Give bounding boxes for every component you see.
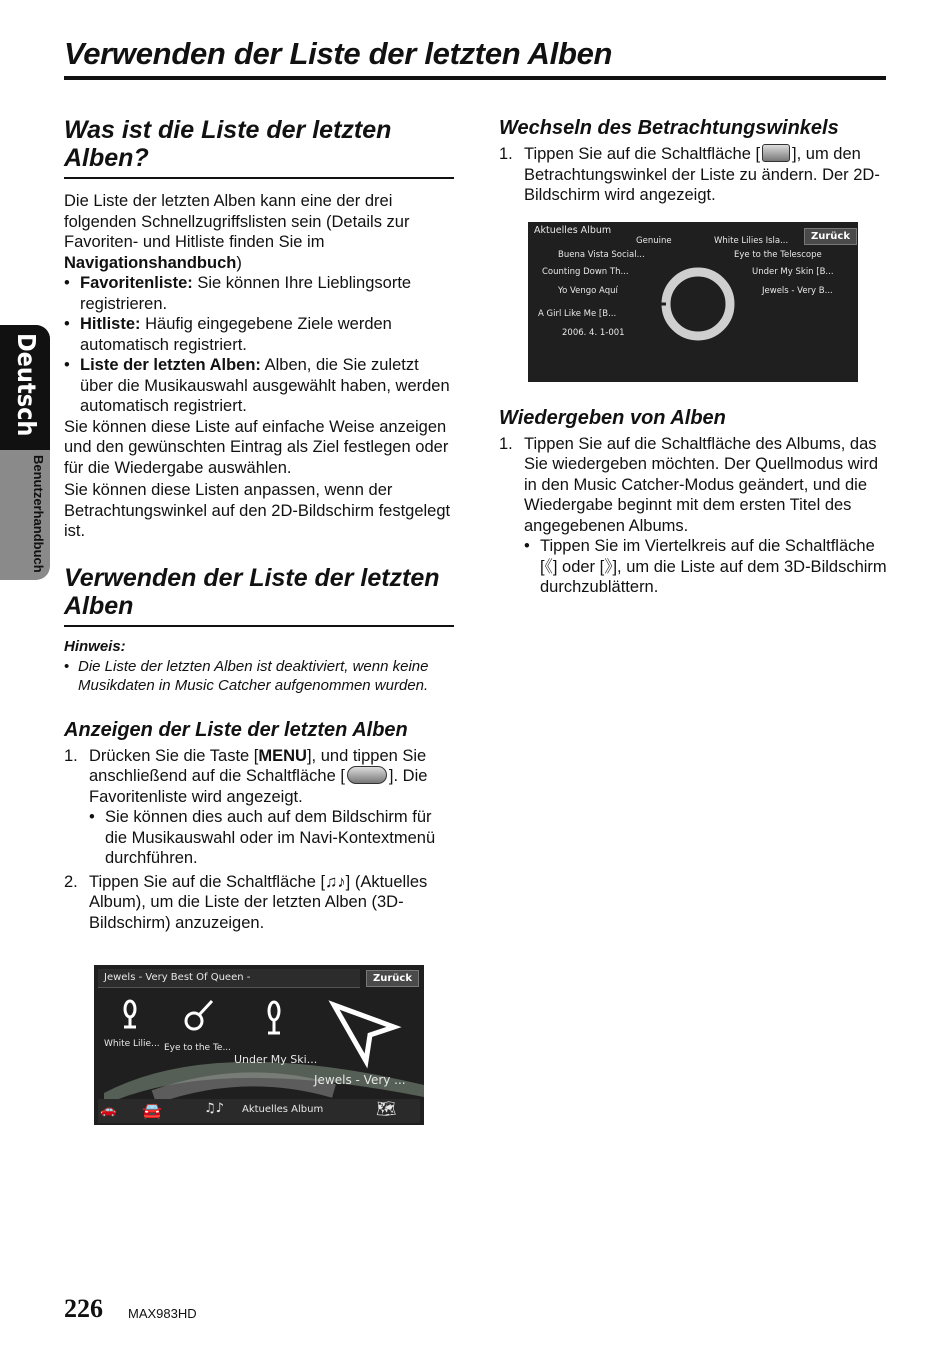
list-item: • Favoritenliste: Sie können Ihre Lieblingsorte registrieren.	[64, 273, 454, 314]
list-item: • Liste der letzten Alben: Alben, die Sie zuletzt über die Musikauswahl ausgewählt haben, werden automatisch registriert.	[64, 355, 454, 417]
step-1-note: • Sie können dies auch auf dem Bildschirm für die Musikauswahl oder im Navi-Kontextmenü durchführen.	[89, 807, 454, 869]
album-item[interactable]: Under My Skin [B...	[752, 267, 834, 277]
subsection-title-angle: Wechseln des Betrachtungswinkels	[499, 117, 839, 139]
back-button[interactable]: Zurück	[804, 228, 857, 245]
subsection-title-show: Anzeigen der Liste der letzten Alben	[64, 718, 408, 741]
side-tab-subtitle: Benutzerhandbuch	[31, 455, 46, 573]
album-item[interactable]: White Lilies Isla...	[714, 236, 789, 246]
section-title-using: Verwenden der Liste der letzten Alben	[64, 564, 454, 627]
angle-step-1: 1. Tippen Sie auf die Schaltfläche [ ], um den Betrachtungswinkel der Liste zu ändern. Der 2D-Bildschirm wird angezeigt.	[499, 145, 880, 204]
play-step-1: 1. Tippen Sie auf die Schaltfläche des Albums, das Sie wiedergeben möchten. Der Quellmodus wird in den Music Catcher-Modus geändert, und die Wiedergabe beginnt mit dem ersten Titel des angegebenen Albums.	[499, 434, 879, 535]
sedan-icon[interactable]: 🚘	[142, 1101, 162, 1120]
previous-icon: 《	[544, 557, 553, 576]
album-item[interactable]: Genuine	[636, 236, 672, 246]
paragraph: Sie können diese Liste auf einfache Weise anzeigen und den gewünschten Eintrag als Ziel festlegen oder für die Wiedergabe auswählen.	[64, 417, 449, 477]
left-column	[64, 116, 454, 933]
current-album-label[interactable]: Aktuelles Album	[242, 1104, 324, 1115]
favorites-disc-icon	[347, 766, 387, 784]
step-1: 1. Drücken Sie die Taste [MENU], und tippen Sie anschließend auf die Schaltfläche [ ]. Die Favoritenliste wird angezeigt.	[64, 746, 428, 806]
album-item[interactable]: 2006. 4. 1-001	[562, 328, 625, 338]
screen-3d-title: Jewels - Very Best Of Queen -	[104, 972, 251, 983]
page-title: Verwenden der Liste der letzten Alben	[64, 36, 886, 80]
view-angle-icon[interactable]: 🗺	[376, 1099, 397, 1118]
view-angle-icon	[762, 144, 790, 162]
hint-text: • Die Liste der letzten Alben ist deaktiviert, wenn keine Musikdaten in Music Catcher aufgenommen wurden.	[64, 657, 454, 696]
album-item[interactable]: Counting Down Th...	[542, 267, 629, 277]
screenshot-3d-view	[94, 965, 424, 1125]
section-title-what-is: Was ist die Liste der letzten Alben?	[64, 116, 454, 179]
current-album-icon: ♫♪	[325, 872, 346, 891]
car-icon[interactable]: 🚗	[100, 1103, 117, 1118]
album-item[interactable]: Jewels - Very ...	[314, 1073, 406, 1087]
side-tab-language: Deutsch	[12, 333, 41, 437]
album-item[interactable]: White Lilie...	[104, 1039, 160, 1049]
microphone-icon	[268, 1002, 280, 1033]
model-name: MAX983HD	[128, 1306, 197, 1321]
step-2: 2. Tippen Sie auf die Schaltfläche [♫♪] (Aktuelles Album), um die Liste der letzten Alben (3D-Bildschirm) anzuzeigen.	[64, 872, 428, 932]
album-item[interactable]: Eye to the Te...	[164, 1043, 232, 1053]
cursor-arrow-icon	[334, 1005, 394, 1061]
screenshot-2d-view	[528, 222, 858, 382]
subsection-title-play: Wiedergeben von Alben	[499, 406, 726, 429]
list-item: • Hitliste: Häufig eingegebene Ziele werden automatisch registriert.	[64, 314, 454, 355]
screen-2d-title: Aktuelles Album	[534, 225, 612, 236]
album-item[interactable]: A Girl Like Me [B...	[538, 309, 617, 319]
album-ring	[528, 222, 858, 382]
album-item[interactable]: Yo Vengo Aquí	[558, 286, 618, 296]
paragraph: Sie können diese Listen anpassen, wenn der Betrachtungswinkel auf den 2D-Bildschirm festgelegt ist.	[64, 481, 451, 540]
album-item[interactable]: Jewels - Very B...	[762, 286, 833, 296]
album-item[interactable]: Eye to the Telescope	[734, 250, 822, 260]
play-step-note: • Tippen Sie im Viertelkreis auf die Schaltfläche [《] oder [》], um die Liste auf dem 3D-Bildschirm durchzublättern.	[524, 536, 889, 598]
guitar-icon	[186, 1001, 212, 1029]
current-album-icon[interactable]: ♫♪	[204, 1101, 224, 1116]
album-item[interactable]: Under My Ski...	[234, 1053, 318, 1066]
album-item[interactable]: Buena Vista Social...	[558, 250, 645, 260]
hint-title: Hinweis:	[64, 637, 126, 655]
back-button[interactable]: Zurück	[366, 970, 419, 987]
next-icon: 》	[604, 557, 613, 576]
page-number: 226	[64, 1294, 103, 1323]
intro-paragraph: Die Liste der letzten Alben kann eine der drei folgenden Schnellzugriffslisten sein (Details zur Favoriten- und Hitliste finden Sie im Navigationshandbuch)	[64, 192, 410, 272]
microphone-icon	[124, 1001, 136, 1027]
